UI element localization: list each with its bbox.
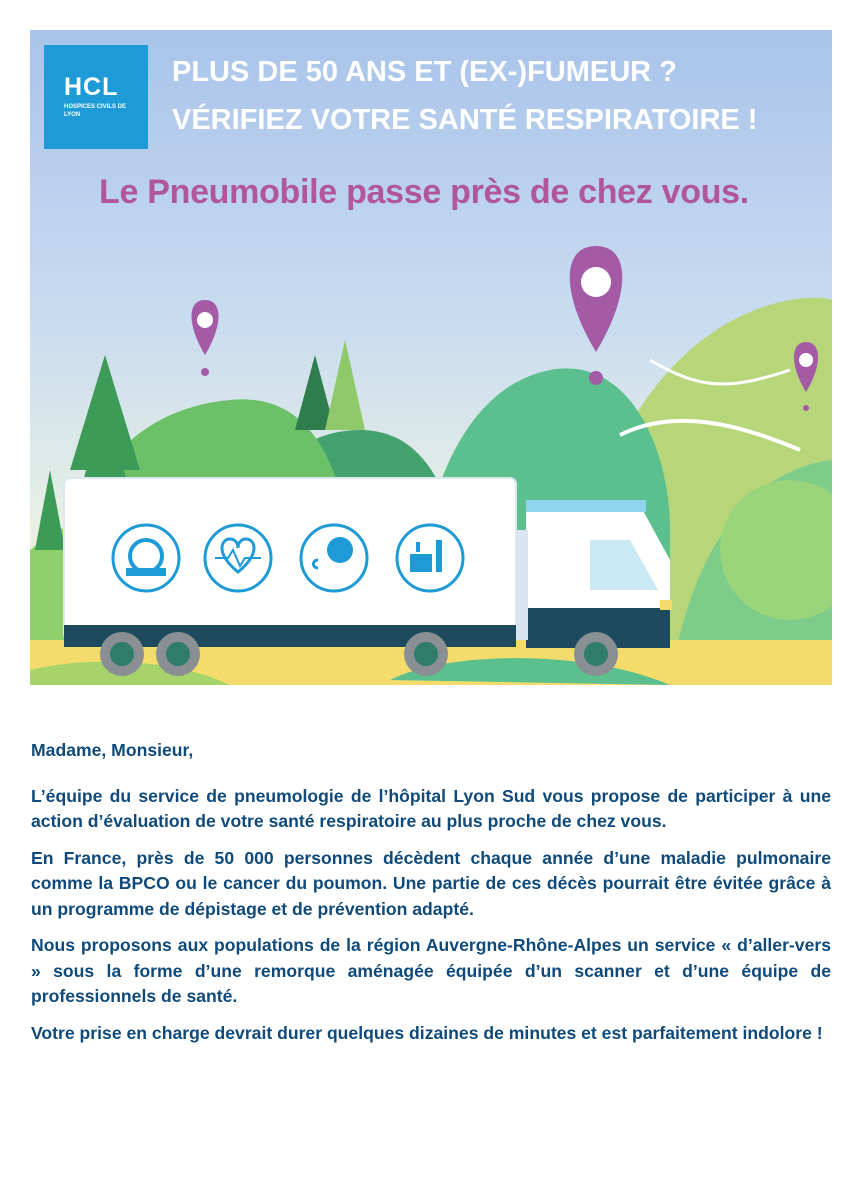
- pneumobile-truck: [64, 478, 672, 676]
- headline-line-2: VÉRIFIEZ VOTRE SANTÉ RESPIRATOIRE !: [172, 104, 758, 136]
- paragraph-intro: L’équipe du service de pneumologie de l’hôpital Lyon Sud vous propose de participer à une action d’évaluation de votre santé respiratoire au plus proche de chez vous.: [31, 785, 831, 831]
- headline-line-1: PLUS DE 50 ANS ET (EX-)FUMEUR ?: [172, 56, 677, 88]
- scanner-icon: [113, 525, 179, 591]
- paragraph-duration: Votre prise en charge devrait durer quelques dizaines de minutes et est parfaitement indolore !: [31, 1022, 823, 1043]
- logo-name: HOSPICES CIVILS DE LYON: [64, 104, 127, 118]
- paragraph-statistics: En France, près de 50 000 personnes décèdent chaque année d’une maladie pulmonaire comme la BPCO ou le cancer du poumon. Une partie de ces décès pourrait être évitée grâce à un programme de dépistage et de prévention adapté.: [31, 847, 831, 919]
- no-smoking-icon: [397, 525, 463, 591]
- paragraph-service: Nous proposons aux populations de la région Auvergne-Rhône-Alpes un service « d’aller-vers » sous la forme d’une remorque aménagée équipée d’un scanner et d’une équipe de professionnels de santé.: [31, 935, 831, 1006]
- salutation: Madame, Monsieur,: [31, 740, 194, 760]
- logo-abbr: HCL: [64, 73, 119, 101]
- heart-monitor-icon: [205, 525, 271, 591]
- letter-body: [31, 738, 831, 1057]
- breathing-icon: [301, 525, 367, 591]
- tagline: Le Pneumobile passe près de chez vous.: [99, 173, 749, 211]
- hcl-logo: [44, 45, 148, 149]
- hero-banner: [30, 30, 832, 685]
